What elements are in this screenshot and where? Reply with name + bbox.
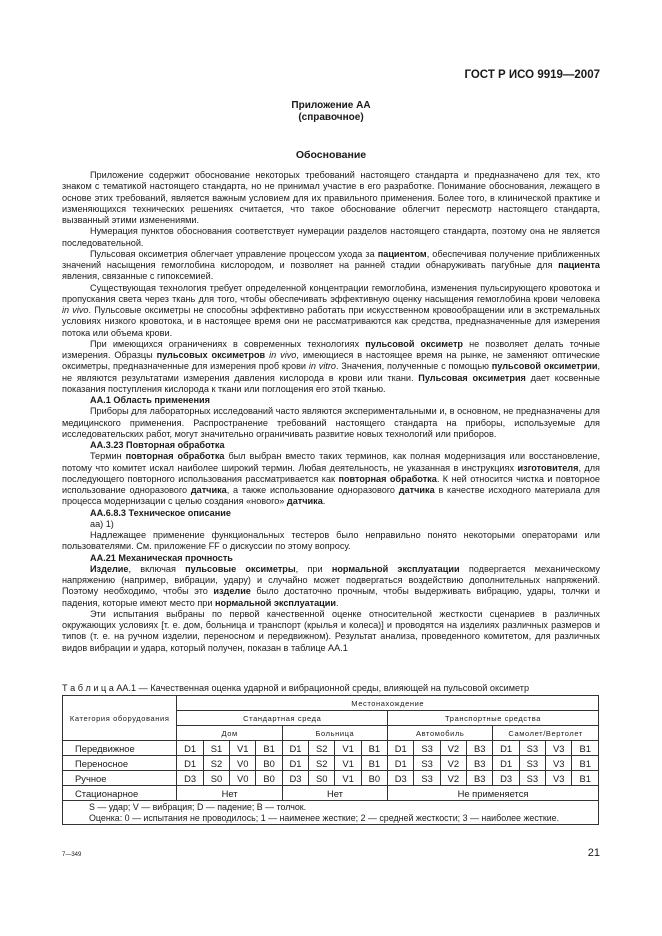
table-caption: Т а б л и ц а АА.1 — Качественная оценка ударной и вибрационной среды, влияющей на пульсовой оксиметр — [62, 683, 530, 693]
table-cell: V1 — [230, 741, 256, 756]
table-row — [63, 786, 599, 801]
print-code: 7—349 — [62, 852, 82, 858]
header-transport: Транспортные средства — [388, 711, 599, 726]
table-cell: B3 — [467, 771, 493, 786]
table-cell: D3 — [177, 771, 203, 786]
table-cell: B0 — [256, 756, 282, 771]
table-cell: Нет — [177, 786, 282, 801]
table-cell: S3 — [519, 771, 545, 786]
table-note: S — удар; V — вибрация; D — падение; B — толчок. — [89, 802, 307, 812]
table-cell: V1 — [335, 741, 361, 756]
table-cell: B3 — [467, 741, 493, 756]
paragraph: Изделие, включая пульсовые оксиметры, при нормальной эксплуатации подвергается механическому напряжению (например, вибрации, удару) и случайно может подвергаться воздействию дополнительных напряжений. Поэтому необходимо, чтобы это изделие было достаточно прочным, чтобы выдерживать вибрацию, удары, толчки и падения, которые имеют место при нормальной эксплуатации. — [62, 563, 600, 608]
subsection-heading: АА.3.23 Повторная обработка — [90, 440, 225, 450]
table-cell: S3 — [414, 741, 440, 756]
table-cell: V1 — [335, 771, 361, 786]
table-row — [63, 771, 599, 786]
paragraph: Нумерация пунктов обоснования соответствует нумерации разделов настоящего стандарта, поэтому она не является последовательной. — [62, 226, 600, 248]
table-cell: V0 — [230, 771, 256, 786]
table-cell: B0 — [361, 771, 387, 786]
table-cell: D3 — [493, 771, 519, 786]
table-cell: V3 — [546, 741, 572, 756]
paragraph: Приложение содержит обоснование некоторых требований настоящего стандарта и предназначено для тех, кто знаком с тематикой настоящего стандарта, но не принимал участие в его разработке. Понимание обоснования, лежащего в основе этих требований, является важным условием для их правильного применения. Более того, в клинической практике и изменяющихся технических решениях считается, что такое обоснование облегчит пересмотр настоящего стандарта, вызванный этими изменениями. — [62, 170, 600, 225]
table-cell: V2 — [440, 771, 466, 786]
table-cell: S2 — [203, 756, 229, 771]
table-cell: D1 — [282, 741, 308, 756]
table-cell: D1 — [282, 756, 308, 771]
subsection-heading: АА.6.8.3 Техническое описание — [90, 507, 231, 518]
table-row — [63, 741, 599, 756]
table-cell: D1 — [177, 741, 203, 756]
table-cell: Не применяется — [388, 786, 599, 801]
row-label: Стационарное — [63, 786, 177, 801]
table-note: Оценка: 0 — испытания не проводилось; 1 — наименее жесткие; 2 — средней жесткости; 3 — наиболее жесткие. — [89, 812, 560, 823]
header-location: Местонахождение — [177, 696, 599, 711]
table-cell: S3 — [519, 756, 545, 771]
subsection-heading: АА.21 Механическая прочность — [90, 552, 233, 563]
row-label: Ручное — [63, 771, 177, 786]
table-cell: B1 — [256, 741, 282, 756]
header-car: Автомобиль — [388, 726, 493, 741]
table-cell: B3 — [467, 756, 493, 771]
table-cell: D1 — [493, 741, 519, 756]
table-cell: D1 — [493, 756, 519, 771]
paragraph: Эти испытания выбраны по первой качественной оценке относительной жесткости сценариев в различных окружающих условиях [т. е. дом, больница и транспорт (крылья и колеса)] и проводятся на изделиях различных размеров и типов (т. е. на ручном изделии, переносном и передвижном). Результат анализа, проведенного комитетом, для различных видов вибрации и удара, который получен, показан в таблице АА.1 — [62, 608, 600, 653]
paragraph: При имеющихся ограничениях в современных технологиях пульсовой оксиметр не позволяет делать точные измерения. Образцы пульсовых оксиметров in vivo, имеющиеся в настоящее время на рынке, не заменяют оптические оксиметры, предназначенные для измерения проб крови in vitro. Значения, полученные с помощью пульсовой оксиметрии, не являются результатами измерения давления кислорода в крови или ткани. Пульсовая оксиметрия дает косвенные показания поступления кислорода к ткани или поглощения его этой тканью. — [62, 338, 600, 394]
table-cell: D1 — [177, 756, 203, 771]
table-cell: D1 — [388, 741, 414, 756]
header-standard-env: Стандартная среда — [177, 711, 388, 726]
table-cell: S3 — [414, 771, 440, 786]
table-cell: B1 — [572, 741, 599, 756]
table-cell: S0 — [203, 771, 229, 786]
table-cell: S2 — [309, 741, 335, 756]
page-number: 21 — [587, 847, 600, 859]
standard-number: ГОСТ Р ИСО 9919—2007 — [464, 69, 600, 81]
paragraph: Надлежащее применение функциональных тестеров было неправильно понято некоторыми операторами или пользователями. См. приложение FF о дискуссии по этому вопросу. — [62, 530, 600, 552]
paragraph: Пульсовая оксиметрия облегчает управление процессом ухода за пациентом, обеспечивая получение приближенных значений насыщения гемоглобина кислородом, и позволяет на ранней стадии обнаруживать пагубные для пациента явления, связанные с гипоксемией. — [62, 248, 600, 282]
table-cell: V2 — [440, 741, 466, 756]
table-cell: V3 — [546, 771, 572, 786]
paragraph: аа) 1) — [90, 518, 114, 529]
table-cell: B1 — [572, 756, 599, 771]
table-cell: V0 — [230, 756, 256, 771]
header-plane: Самолет/Вертолет — [493, 726, 599, 741]
paragraph: Существующая технология требует определенной концентрации гемоглобина, изменения пульсирующего кровотока и пропускания света через ткань для того, чтобы обеспечивать эффективную оценку насыщения гемоглобина крови человека in vivo. Пульсовые оксиметры не способны эффективно работать при искусственном кровообращении или в экстремальных условиях низкого кровотока, и в настоящее время они не рассматриваются как средства, предназначенные для измерения потока или объема крови. — [62, 282, 600, 338]
table-cell: S0 — [309, 771, 335, 786]
table-cell: S1 — [203, 741, 229, 756]
table-cell: D3 — [388, 771, 414, 786]
table-cell: Нет — [282, 786, 387, 801]
header-home: Дом — [177, 726, 282, 741]
table-cell: B0 — [256, 771, 282, 786]
vibration-table — [62, 695, 599, 825]
annex-subtitle: (справочное) — [298, 112, 364, 123]
paragraph: Приборы для лабораторных исследований часто являются экспериментальными и, в основном, не предназначены для медицинского применения. Распространение требований настоящего стандарта на приборы, используемые для исследовательских работ, могут значительно ограничивать развитие новых технологий или приборов. — [62, 406, 600, 439]
table-row — [63, 756, 599, 771]
table-cell: D1 — [388, 756, 414, 771]
table-cell: S3 — [414, 756, 440, 771]
subsection-heading: АА.1 Область применения — [90, 395, 210, 405]
table-notes — [63, 801, 599, 825]
table-cell: S2 — [309, 756, 335, 771]
table-cell: S3 — [519, 741, 545, 756]
section-heading: Обоснование — [295, 149, 367, 161]
row-label: Переносное — [63, 756, 177, 771]
annex-title: Приложение АА — [291, 100, 371, 111]
table-cell: V1 — [335, 756, 361, 771]
row-label: Передвижное — [63, 741, 177, 756]
paragraph: Термин повторная обработка был выбран вместо таких терминов, как полная модернизация или восстановление, потому что комитет искал наиболее широкий термин. Любая деятельность, не указанная в инструкциях изготовителя, для последующего повторного использования рассматривается как повторная обработка. К ней относится чистка и повторное использование одноразового датчика, а также использование одноразового датчика в качестве исходного материала для процесса модернизации с целью создания «нового» датчика. — [62, 451, 600, 507]
header-hospital: Больница — [282, 726, 387, 741]
table-cell: B1 — [361, 756, 387, 771]
table-cell: D3 — [282, 771, 308, 786]
header-category: Категория оборудования — [63, 696, 177, 741]
body-text — [62, 170, 600, 654]
table-cell: B1 — [361, 741, 387, 756]
table-cell: V3 — [546, 756, 572, 771]
table-cell: B1 — [572, 771, 599, 786]
table-cell: V2 — [440, 756, 466, 771]
